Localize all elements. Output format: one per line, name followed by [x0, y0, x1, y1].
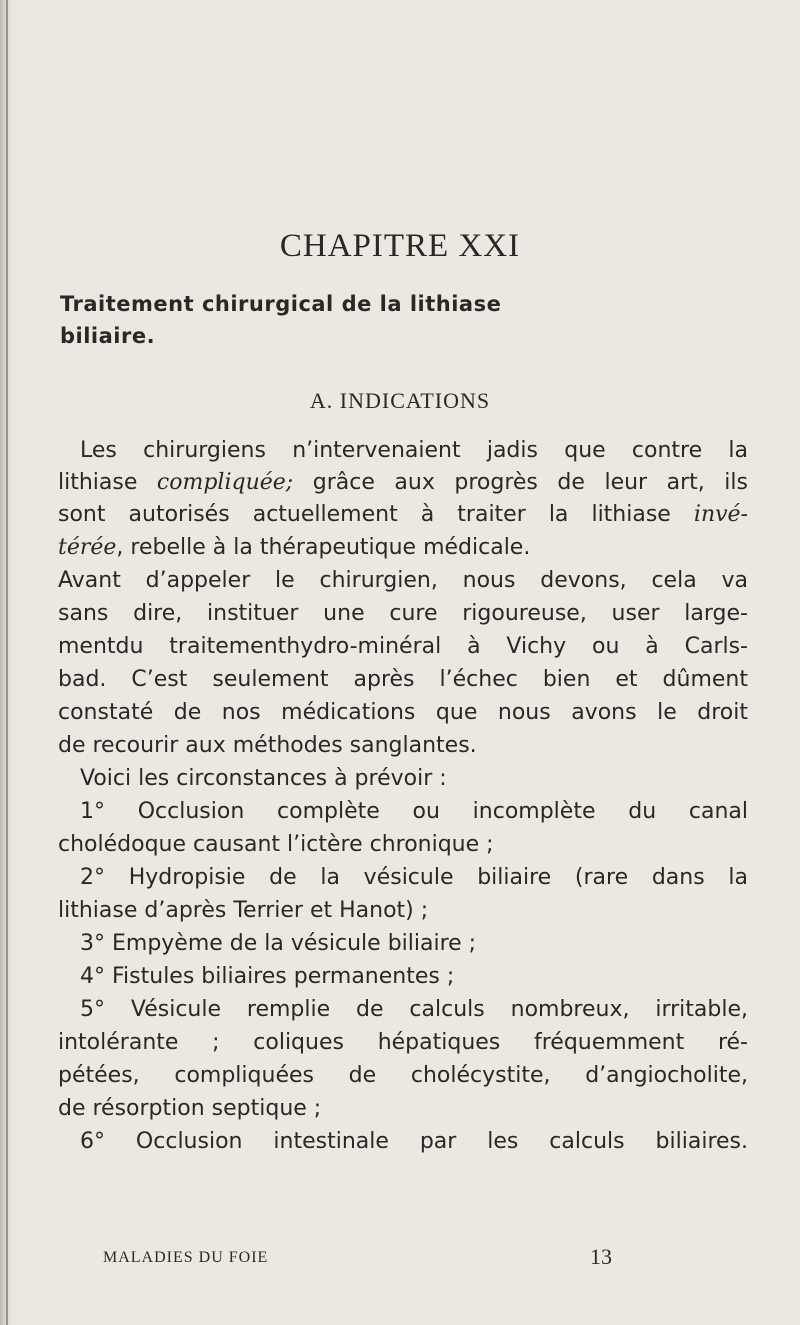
- body-line-7: mentdu traitementhydro-minéral à Vichy ou à Carls-: [58, 634, 748, 659]
- body-line-3: [58, 500, 748, 530]
- body-line-8: bad. C’est seulement après l’échec bien et dûment: [58, 667, 748, 692]
- body-line-4-italic: térée: [58, 535, 117, 560]
- chapter-subtitle-line-1: Traitement chirurgical de la lithiase: [60, 292, 502, 316]
- body-line-2-italic: compliquée;: [156, 470, 294, 495]
- body-line-1: Les chirurgiens n’intervenaient jadis que contre la: [80, 438, 748, 463]
- body-line-4-part-b: , rebelle à la thérapeutique médicale.: [116, 535, 531, 560]
- body-line-3-italic: invé-: [693, 502, 748, 527]
- body-line-13: cholédoque causant l’ictère chronique ;: [58, 832, 494, 857]
- body-line-18: 5° Vésicule remplie de calculs nombreux, irritable,: [80, 997, 748, 1022]
- body-line-21: de résorption septique ;: [58, 1096, 322, 1121]
- section-heading-text: A. INDICATIONS: [309, 388, 491, 413]
- body-line-22: 6° Occlusion intestinale par les calculs biliaires.: [80, 1129, 748, 1154]
- section-heading: [0, 388, 800, 414]
- body-line-2: [58, 468, 748, 498]
- body-line-2-part-c: grâce aux progrès de leur art, ils: [293, 470, 748, 495]
- running-footer-title: MALADIES DU FOIE: [103, 1249, 269, 1266]
- body-line-11: Voici les circonstances à prévoir :: [80, 766, 447, 791]
- body-line-2-part-a: lithiase: [58, 470, 157, 495]
- body-line-5: Avant d’appeler le chirurgien, nous devons, cela va: [58, 568, 748, 593]
- body-line-20: pétées, compliquées de cholécystite, d’angiocholite,: [58, 1063, 748, 1088]
- chapter-title: CHAPITRE XXI: [279, 228, 521, 264]
- body-line-4: [58, 533, 748, 563]
- body-line-3-part-a: sont autorisés actuellement à traiter la lithiase: [58, 502, 694, 527]
- body-line-14: 2° Hydropisie de la vésicule biliaire (rare dans la: [80, 865, 748, 890]
- body-line-9: constaté de nos médications que nous avons le droit: [58, 700, 748, 725]
- chapter-subtitle-line-2: biliaire.: [60, 324, 156, 348]
- body-line-12: 1° Occlusion complète ou incomplète du canal: [80, 799, 748, 824]
- body-line-17: 4° Fistules biliaires permanentes ;: [80, 964, 455, 989]
- body-line-6: sans dire, instituer une cure rigoureuse, user large-: [58, 601, 748, 626]
- body-line-16: 3° Empyème de la vésicule biliaire ;: [80, 931, 477, 956]
- body-line-15: lithiase d’après Terrier et Hanot) ;: [58, 898, 429, 923]
- body-line-19: intolérante ; coliques hépatiques fréquemment ré-: [58, 1030, 748, 1055]
- signature-mark: 13: [590, 1244, 612, 1269]
- body-line-10: de recourir aux méthodes sanglantes.: [58, 733, 477, 758]
